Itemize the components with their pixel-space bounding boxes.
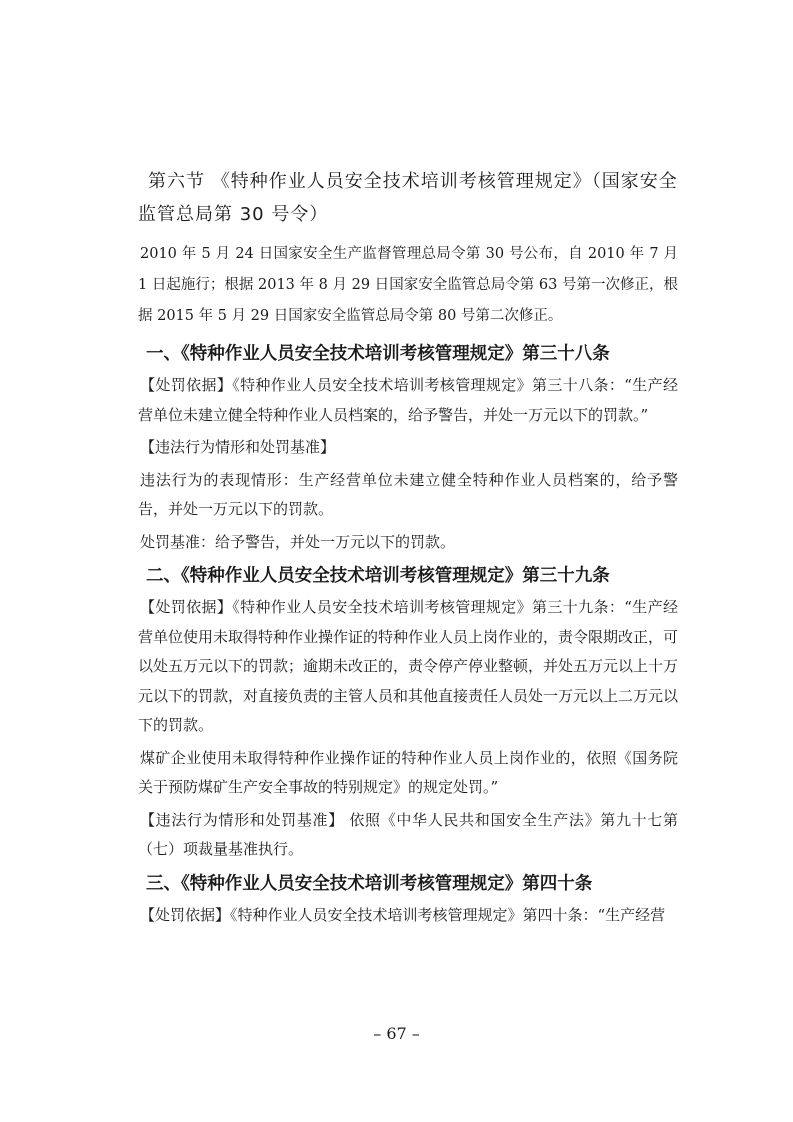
- article-39-heading: 二、《特种作业人员安全技术培训考核管理规定》第三十九条: [146, 566, 610, 586]
- article-39-basis: 【处罚依据】《特种作业人员安全技术培训考核管理规定》第三十九条：“生产经营单位使用未取得特种作业操作证的特种作业人员上岗作业的，责令限期改正，可以处五万元以下的罚款；逾期未改正的，责令停产停业整顿，并处五万元以上十万元以下的罚款，对直接负责的主管人员和其他直接责任人员处一万元以上二万元以下的罚款。: [138, 598, 679, 734]
- article-40-basis: 【处罚依据】《特种作业人员安全技术培训考核管理规定》第四十条：“生产经营: [140, 905, 666, 924]
- section-title: 第六节 《特种作业人员安全技术培训考核管理规定》（国家安全监管总局第 30 号令）: [138, 171, 678, 225]
- intro-paragraph: 2010 年 5 月 24 日国家安全生产监督管理总局令第 30 号公布，自 2010 年 7 月 1 日起施行；根据 2013 年 8 月 29 日国家安全监管总局令第 63 号第一次修正，根据 2015 年 5 月 29 日国家安全监管总局令第 80 号第二次修正。: [138, 246, 678, 324]
- article-38-basis: 【处罚依据】《特种作业人员安全技术培训考核管理规定》第三十八条：“生产经营单位未建立健全特种作业人员档案的，给予警告，并处一万元以下的罚款。”: [138, 376, 678, 424]
- article-38-criteria-label: 【违法行为情形和处罚基准】: [140, 438, 336, 456]
- article-39-coal-clause: 煤矿企业使用未取得特种作业操作证的特种作业人员上岗作业的，依照《国务院关于预防煤矿生产安全事故的特别规定》的规定处罚。”: [138, 748, 678, 796]
- article-39-criteria: 【违法行为情形和处罚基准】 依照《中华人民共和国安全生产法》第九十七第（七）项裁量基准执行。: [138, 810, 678, 858]
- article-38-situation: 违法行为的表现情形：生产经营单位未建立健全特种作业人员档案的，给予警告，并处一万元以下的罚款。: [138, 470, 678, 518]
- page-number: – 67 –: [373, 1024, 420, 1043]
- article-38-heading: 一、《特种作业人员安全技术培训考核管理规定》第三十八条: [146, 344, 610, 364]
- page-content: [138, 165, 678, 933]
- article-40-heading: 三、《特种作业人员安全技术培训考核管理规定》第四十条: [146, 873, 593, 894]
- article-38-penalty: 处罚基准：给予警告，并处一万元以下的罚款。: [140, 532, 456, 551]
